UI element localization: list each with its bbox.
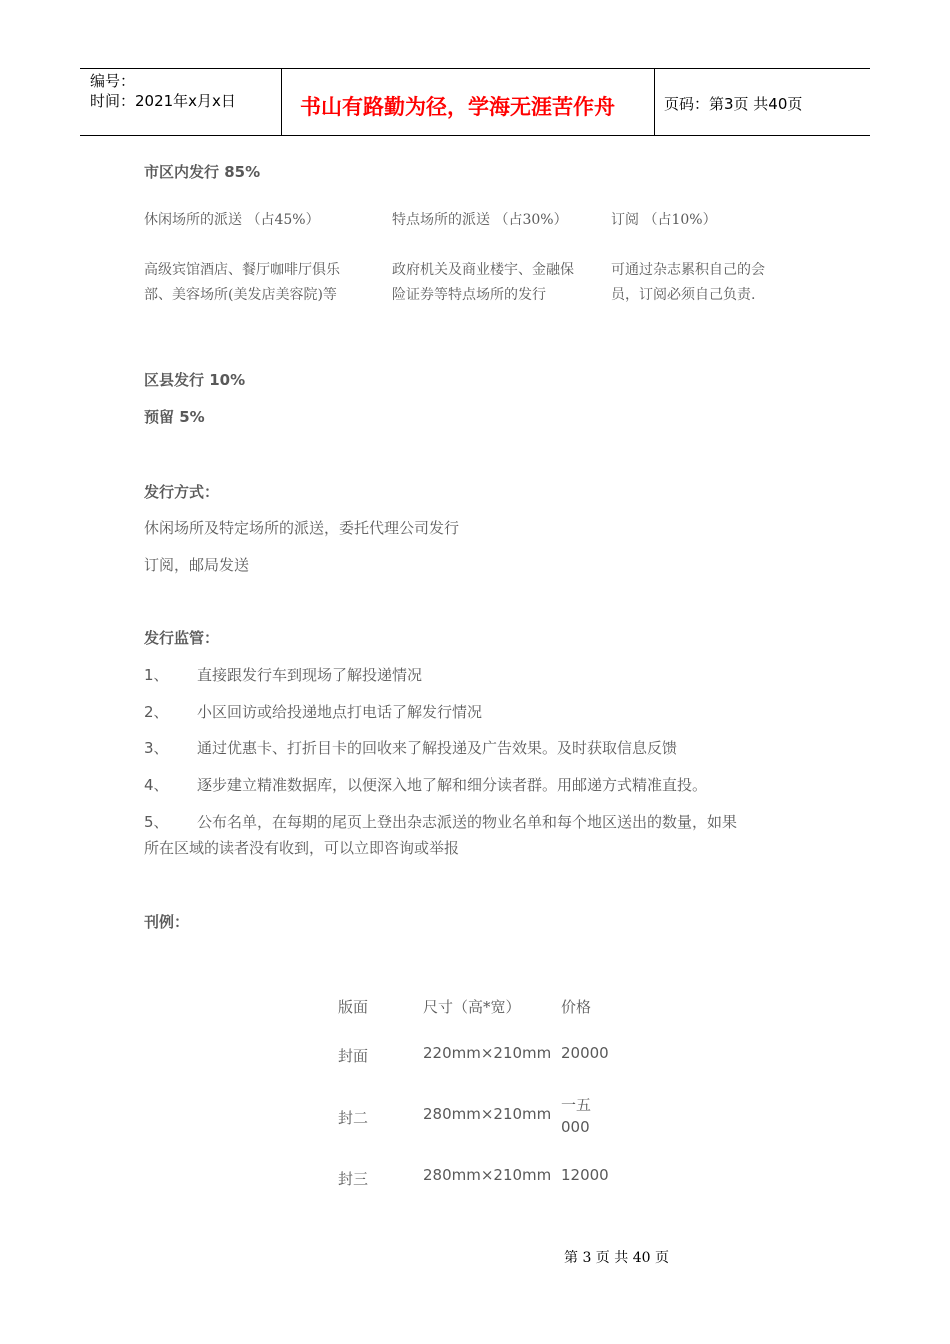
header-page-label: 页码：第3页 共40页 (664, 95, 803, 113)
column-desc-special-line2: 险证券等特点场所的发行 (392, 287, 546, 303)
rates-row-size: 280mm×210mm (423, 1105, 552, 1123)
header-number-label: 编号： (90, 72, 136, 90)
supervision-item-number: 2、 (144, 703, 169, 721)
header-top-border (80, 68, 870, 69)
supervision-item-number: 1、 (144, 666, 169, 684)
supervision-item-text: 通过优惠卡、打折目卡的回收来了解投递及广告效果。及时获取信息反馈 (197, 739, 678, 757)
rates-row-price: 12000 (561, 1166, 609, 1184)
rates-heading: 刊例： (144, 913, 190, 931)
supervision-item-text: 小区回访或给投递地点打电话了解发行情况 (197, 703, 483, 721)
supervision-item-text: 逐步建立精准数据库，以便深入地了解和细分读者群。用邮递方式精准直投。 (197, 776, 708, 794)
rates-header-size: 尺寸（高*宽） (423, 998, 521, 1016)
supervision-item-text: 直接跟发行车到现场了解投递情况 (197, 666, 423, 684)
rates-row-size: 220mm×210mm (423, 1044, 552, 1062)
page-footer: 第 3 页 共 40 页 (564, 1250, 669, 1266)
supervision-heading: 发行监管： (144, 629, 220, 647)
column-title-subscription: 订阅 （占10%） (611, 212, 717, 228)
supervision-item-number: 3、 (144, 739, 169, 757)
supervision-item-number: 5、 (144, 813, 169, 831)
method-line-1: 休闲场所及特定场所的派送，委托代理公司发行 (144, 519, 460, 537)
column-desc-leisure-line1: 高级宾馆酒店、餐厅咖啡厅俱乐 (144, 262, 340, 278)
rates-row-page: 封三 (338, 1170, 369, 1188)
header-time-label: 时间：2021年x月x日 (90, 92, 236, 110)
column-title-special: 特点场所的派送 （占30%） (392, 212, 568, 228)
header-divider-right (654, 68, 655, 136)
column-desc-special-line1: 政府机关及商业楼宇、金融保 (392, 262, 574, 278)
rates-row-price-line1: 一五 (561, 1096, 592, 1114)
rates-row-size: 280mm×210mm (423, 1166, 552, 1184)
rates-row-page: 封面 (338, 1047, 369, 1065)
header-divider-left (281, 68, 282, 136)
column-title-leisure: 休闲场所的派送 （占45%） (144, 212, 320, 228)
column-desc-subscription-line2: 员，订阅必须自己负责. (611, 287, 756, 303)
city-distribution-heading: 市区内发行 85% (144, 163, 261, 181)
column-desc-subscription-line1: 可通过杂志累积自己的会 (611, 262, 765, 278)
method-heading: 发行方式： (144, 483, 220, 501)
method-line-2: 订阅，邮局发送 (144, 556, 250, 574)
column-desc-leisure-line2: 部、美容场所(美发店美容院)等 (144, 287, 337, 303)
rates-row-price: 20000 (561, 1044, 609, 1062)
header-bottom-border (80, 135, 870, 136)
rates-header-page: 版面 (338, 998, 369, 1016)
supervision-item-text: 公布名单，在每期的尾页上登出杂志派送的物业名单和每个地区送出的数量，如果 (197, 813, 738, 831)
rates-row-page: 封二 (338, 1109, 369, 1127)
rates-row-price-line2: 000 (561, 1118, 590, 1136)
rates-header-price: 价格 (561, 998, 592, 1016)
header-motto: 书山有路勤为径，学海无涯苦作舟 (300, 95, 615, 119)
county-distribution-heading: 区县发行 10% (144, 371, 246, 389)
reserve-heading: 预留 5% (144, 408, 205, 426)
supervision-item-number: 4、 (144, 776, 169, 794)
supervision-item-text-continued: 所在区域的读者没有收到，可以立即咨询或举报 (144, 839, 460, 857)
